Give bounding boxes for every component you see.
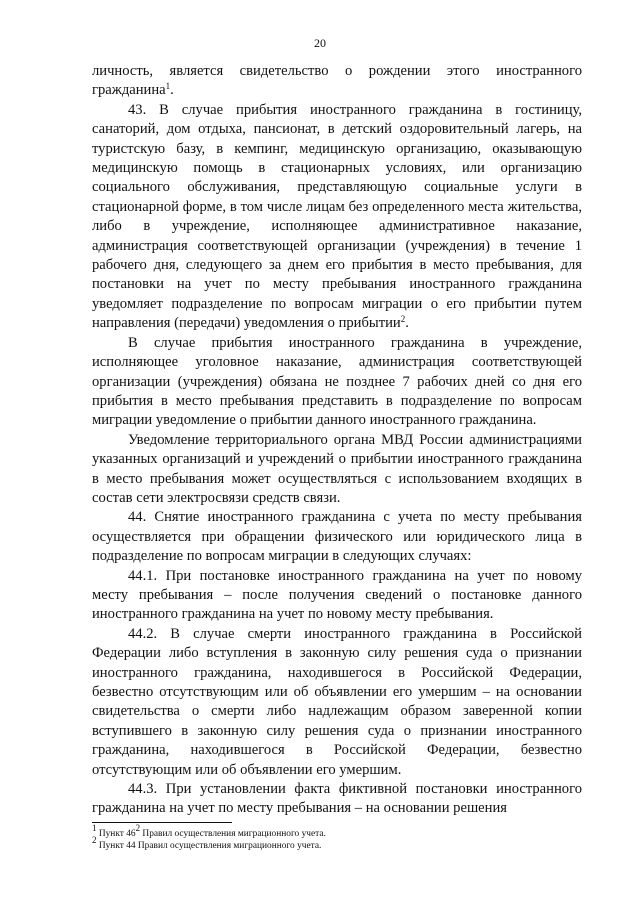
footnote-mark: 2 <box>92 835 97 845</box>
paragraph-43-notification: Уведомление территориального органа МВД России администрациями указанных организаций и учреждений о прибытии иностранного гражданина в место пребывания может осуществляться с использованием входящих в состав сети электросвязи средств связи. <box>92 431 582 506</box>
paragraph-43-penal: В случае прибытия иностранного гражданина в учреждение, исполняющее уголовное наказание, администрация соответствующей организации (учреждения) обязана не позднее 7 рабочих дней со дня его прибытия в место пребывания представить в подразделение по вопросам миграции уведомление о прибытии данного иностранного гражданина. <box>92 334 582 429</box>
footnote-tail: Правил осуществления миграционного учета. <box>140 829 326 839</box>
footnote-ref[interactable]: 1 <box>165 81 171 92</box>
paragraph-tail: . <box>405 315 409 332</box>
paragraph-44: 44. Снятие иностранного гражданина с учета по месту пребывания осуществляется при обращении физического или юридического лица в подразделение по вопросам миграции в следующих случаях: <box>92 509 582 565</box>
footnote-text: Пункт 44 Правил осуществления миграционного учета. <box>96 841 322 851</box>
paragraph-43 <box>92 101 582 334</box>
document-body <box>92 62 582 819</box>
footnote-1 <box>92 823 582 840</box>
paragraph-44-1: 44.1. При постановке иностранного гражданина на учет по новому месту пребывания – после получения сведений о постановке данного иностранного гражданина на учет по новому месту пребывания. <box>92 567 582 623</box>
paragraph-continuation <box>92 62 582 101</box>
footnote-mark: 1 <box>92 823 97 833</box>
paragraph-tail: . <box>170 82 174 99</box>
footnote-text: Пункт 46 <box>96 829 136 839</box>
footnote-2 <box>92 835 582 852</box>
footnote-superscript: 2 <box>135 823 141 833</box>
paragraph-44-3: 44.3. При установлении факта фиктивной постановки иностранного гражданина на учет по месту пребывания – на основании решения <box>92 781 582 817</box>
paragraph-text: личность, является свидетельство о рождении этого иностранного гражданина <box>92 63 582 99</box>
paragraph-text: 43. В случае прибытия иностранного гражданина в гостиницу, санаторий, дом отдыха, пансионат, в детский оздоровительный лагерь, на туристскую базу, в кемпинг, медицинскую организацию, оказывающую медицинскую помощь в стационарных условиях, или организацию социального обслуживания, представляющую социальные услуги в стационарной форме, в том числе лицам без определенного места жительства, либо в учреждение, исполняющее административное наказание, администрация соответствующей организации (учреждения) в течение 1 рабочего дня, следующего за днем его прибытия в место пребывания, для постановки на учет по месту пребывания иностранного гражданина уведомляет подразделение по вопросам миграции о его прибытии путем направления (передачи) уведомления о прибытии <box>92 101 582 332</box>
footnote-divider <box>92 822 232 823</box>
footnotes <box>92 823 582 852</box>
footnote-ref[interactable]: 2 <box>400 314 406 325</box>
page-number: 20 <box>314 36 326 50</box>
paragraph-44-2: 44.2. В случае смерти иностранного гражданина в Российской Федерации либо вступления в законную силу решения суда о признании иностранного гражданина, находившегося в Российской Федерации, безвестно отсутствующим или об объявлении его умершим – на основании свидетельства о смерти либо надлежащим образом заверенной копии вступившего в законную силу решения суда о признании иностранного гражданина, находившегося в Российской Федерации, безвестно отсутствующим или об объявлении его умершим. <box>92 625 582 778</box>
